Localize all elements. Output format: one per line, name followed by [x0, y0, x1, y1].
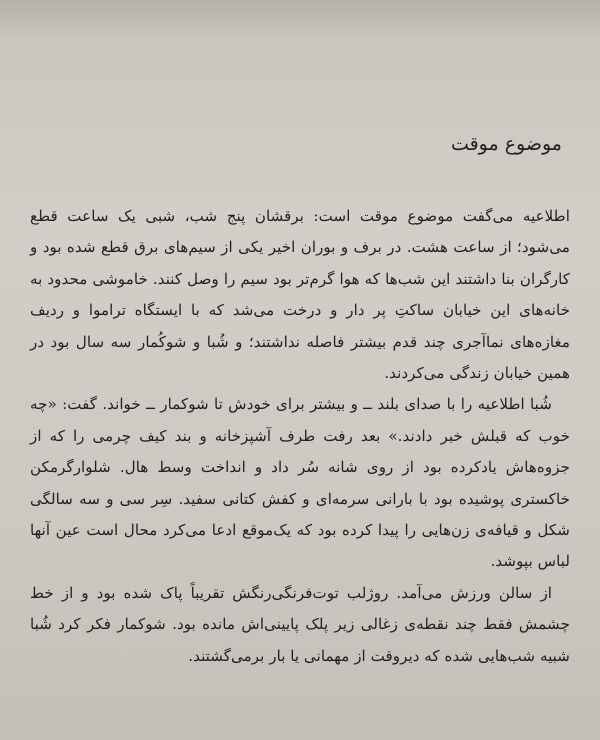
previous-page-edge — [0, 0, 600, 40]
chapter-title: موضوع موقت — [450, 133, 562, 155]
chapter-body — [30, 201, 570, 672]
paragraph-2: شُبا اطلاعیه را با صدای بلند ــ و بیشتر برای خودش تا شوکمار ــ خواند. گفت: «چه خوب که قبلش خبر دادند.» بعد رفت طرف آشپزخانه و بند کیف چرمی را که از جزوه‌هاش یادکرده بود از روی شانه سُر داد و انداخت وسط هال. شلوارگرمکن خاکستری پوشیده بود با بارانی سرمه‌ای و کفش کتانی سفید. سِر سی و سه سالگی شکل و قیافه‌ی زن‌هایی را پیدا کرده بود که یک‌موقع ادعا می‌کرد محال است عین آنها لباس بپوشد. — [30, 395, 570, 571]
paragraph-1: اطلاعیه می‌گفت موضوع موقت است: برقشان پنج شب، شبی یک ساعت قطع می‌شود؛ از ساعت هشت. در برف و بوران اخیر یکی از سیم‌های برق قطع شده بود و کارگران بنا داشتند این شب‌ها که هوا گرم‌تر بود سیم را وصل کنند. خاموشی محدود به خانه‌های این خیابان ساکتِ پر دار و درخت می‌شد که با ایستگاه تراموا و ردیف مغازه‌های نماآجری چند قدم بیشتر فاصله نداشتند؛ و شُبا و شوکُمار سه سال بود در همین خیابان زندگی می‌کردند. — [30, 207, 570, 383]
paragraph-3: از سالن ورزش می‌آمد. روژلب توت‌فرنگی‌رنگش تقریباً پاک شده بود و از خط چشمش فقط چند نقطه‌ی زغالی زیر پلک پایینی‌اش مانده بود. شوکمار فکر کرد شُبا شبیه شب‌هایی شده که دیروقت از مهمانی یا بار برمی‌گشتند. — [30, 583, 570, 665]
